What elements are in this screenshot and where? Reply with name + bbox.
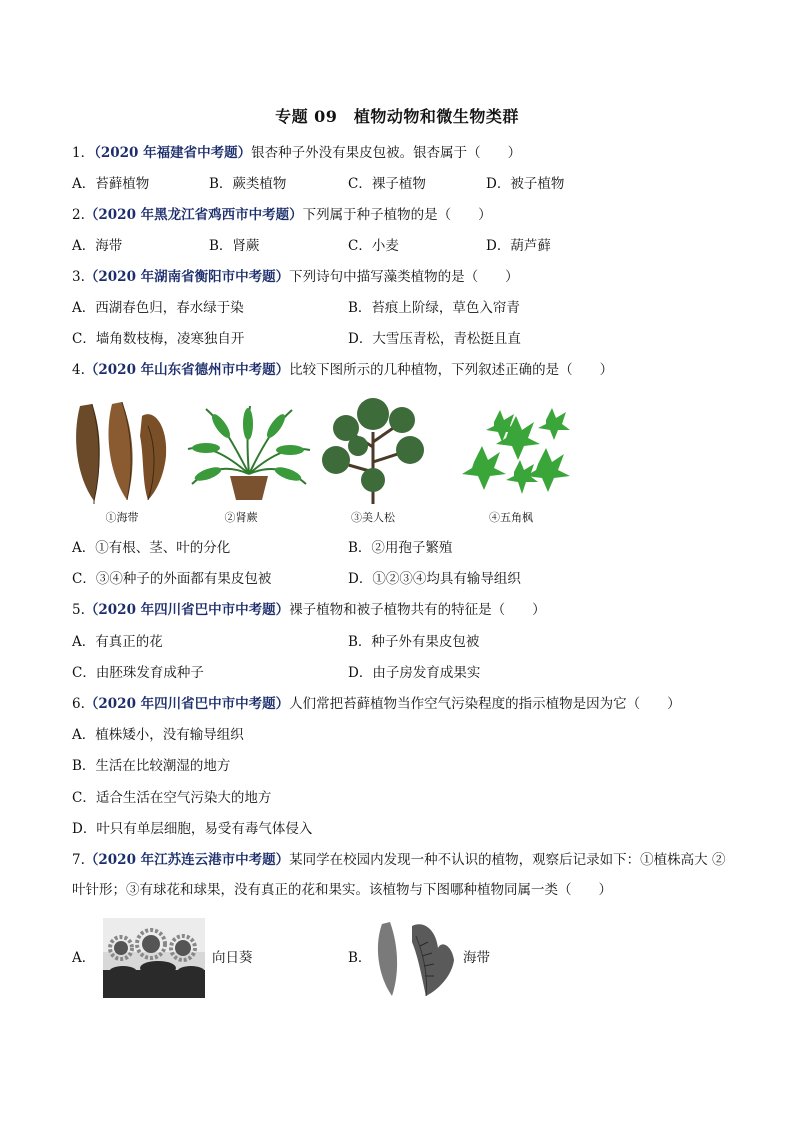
question-number: 1． — [72, 145, 95, 161]
option-c: C．由胚珠发育成种子 — [72, 665, 204, 681]
caption-fern: ②肾蕨 — [224, 511, 258, 524]
question-source: （2020 年四川省巴中市中考题） — [84, 696, 290, 712]
option-b: B． — [348, 950, 372, 966]
option-a: A．西湖春色归，春水绿于染 — [72, 300, 244, 316]
question-source: （2020 年四川省巴中市中考题） — [84, 602, 290, 618]
option-b: B．苔痕上阶绿，草色入帘青 — [348, 300, 520, 316]
option-a-label: 向日葵 — [212, 950, 253, 966]
question-text: 人们常把苔藓植物当作空气污染程度的指示植物是因为它（ ） — [289, 696, 681, 712]
option-d: D．被子植物 — [486, 176, 565, 192]
question-source: （2020 年福建省中考题） — [94, 145, 252, 161]
option-b: B．种子外有果皮包被 — [348, 634, 480, 650]
option-d: D．由子房发育成果实 — [348, 665, 481, 681]
option-b-label: 海带 — [463, 950, 490, 966]
question-text: 下列属于种子植物的是（ ） — [302, 207, 492, 223]
option-a: A．海带 — [72, 238, 123, 254]
question-source: （2020 年山东省德州市中考题） — [84, 362, 290, 378]
question-text: 下列诗句中描写藻类植物的是（ ） — [289, 269, 519, 285]
question-source: （2020 年江苏连云港市中考题） — [84, 852, 290, 868]
question-2 — [72, 205, 492, 225]
question-text: 比较下图所示的几种植物，下列叙述正确的是（ ） — [289, 362, 614, 378]
question-number: 6. — [72, 696, 85, 712]
sunflower-image — [103, 918, 205, 998]
caption-maple: ④五角枫 — [489, 511, 533, 524]
question-number: 3. — [72, 269, 85, 285]
question-4 — [72, 360, 613, 380]
option-d: D．葫芦藓 — [486, 238, 551, 254]
option-c: C．适合生活在空气污染大的地方 — [72, 790, 272, 806]
question-1 — [72, 143, 521, 163]
question-5 — [72, 600, 546, 620]
option-a: A．植株矮小，没有输导组织 — [72, 727, 244, 743]
option-b: B．蕨类植物 — [209, 176, 287, 192]
page-title: 专题 09 植物动物和微生物类群 — [275, 107, 519, 126]
question-text: 银杏种子外没有果皮包被。银杏属于（ ） — [251, 145, 522, 161]
question-text: 裸子植物和被子植物共有的特征是（ ） — [289, 602, 546, 618]
maple-image — [454, 402, 570, 502]
question-source: （2020 年湖南省衡阳市中考题） — [84, 269, 290, 285]
caption-kelp: ①海带 — [105, 511, 139, 524]
question-7-continued: 叶针形；③有球花和球果，没有真正的花和果实。该植物与下图哪种植物同属一类（ ） — [72, 882, 612, 898]
option-a: A．苔藓植物 — [72, 176, 150, 192]
question-3 — [72, 267, 519, 287]
kelp-grayscale-image — [372, 916, 456, 998]
question-source: （2020 年黑龙江省鸡西市中考题） — [84, 207, 303, 223]
question-6 — [72, 694, 681, 714]
question-number: 2. — [72, 207, 85, 223]
option-d: D．叶只有单层细胞，易受有毒气体侵入 — [72, 821, 313, 837]
option-c: C．③④种子的外面都有果皮包被 — [72, 571, 272, 587]
option-a: A．有真正的花 — [72, 634, 163, 650]
option-d: D．①②③④均具有输导组织 — [348, 571, 521, 587]
question-number: 7. — [72, 852, 85, 868]
fern-image — [186, 404, 312, 504]
option-b: B．②用孢子繁殖 — [348, 540, 453, 556]
question-number: 5. — [72, 602, 85, 618]
caption-pine: ③美人松 — [351, 511, 395, 524]
option-d: D．大雪压青松，青松挺且直 — [348, 331, 521, 347]
kelp-image — [72, 396, 172, 504]
option-c: C．墙角数枝梅，凌寒独自开 — [72, 331, 245, 347]
option-a: A． — [72, 950, 96, 966]
option-c: C．裸子植物 — [348, 176, 426, 192]
option-b: B．肾蕨 — [209, 238, 260, 254]
question-text: 某同学在校园内发现一种不认识的植物，观察后记录如下：①植株高大 ② — [289, 852, 726, 868]
option-c: C．小麦 — [348, 238, 399, 254]
option-a: A．①有根、茎、叶的分化 — [72, 540, 231, 556]
question-7 — [72, 850, 725, 870]
pine-image — [318, 392, 428, 504]
option-b: B．生活在比较潮湿的地方 — [72, 758, 231, 774]
question-number: 4. — [72, 362, 85, 378]
